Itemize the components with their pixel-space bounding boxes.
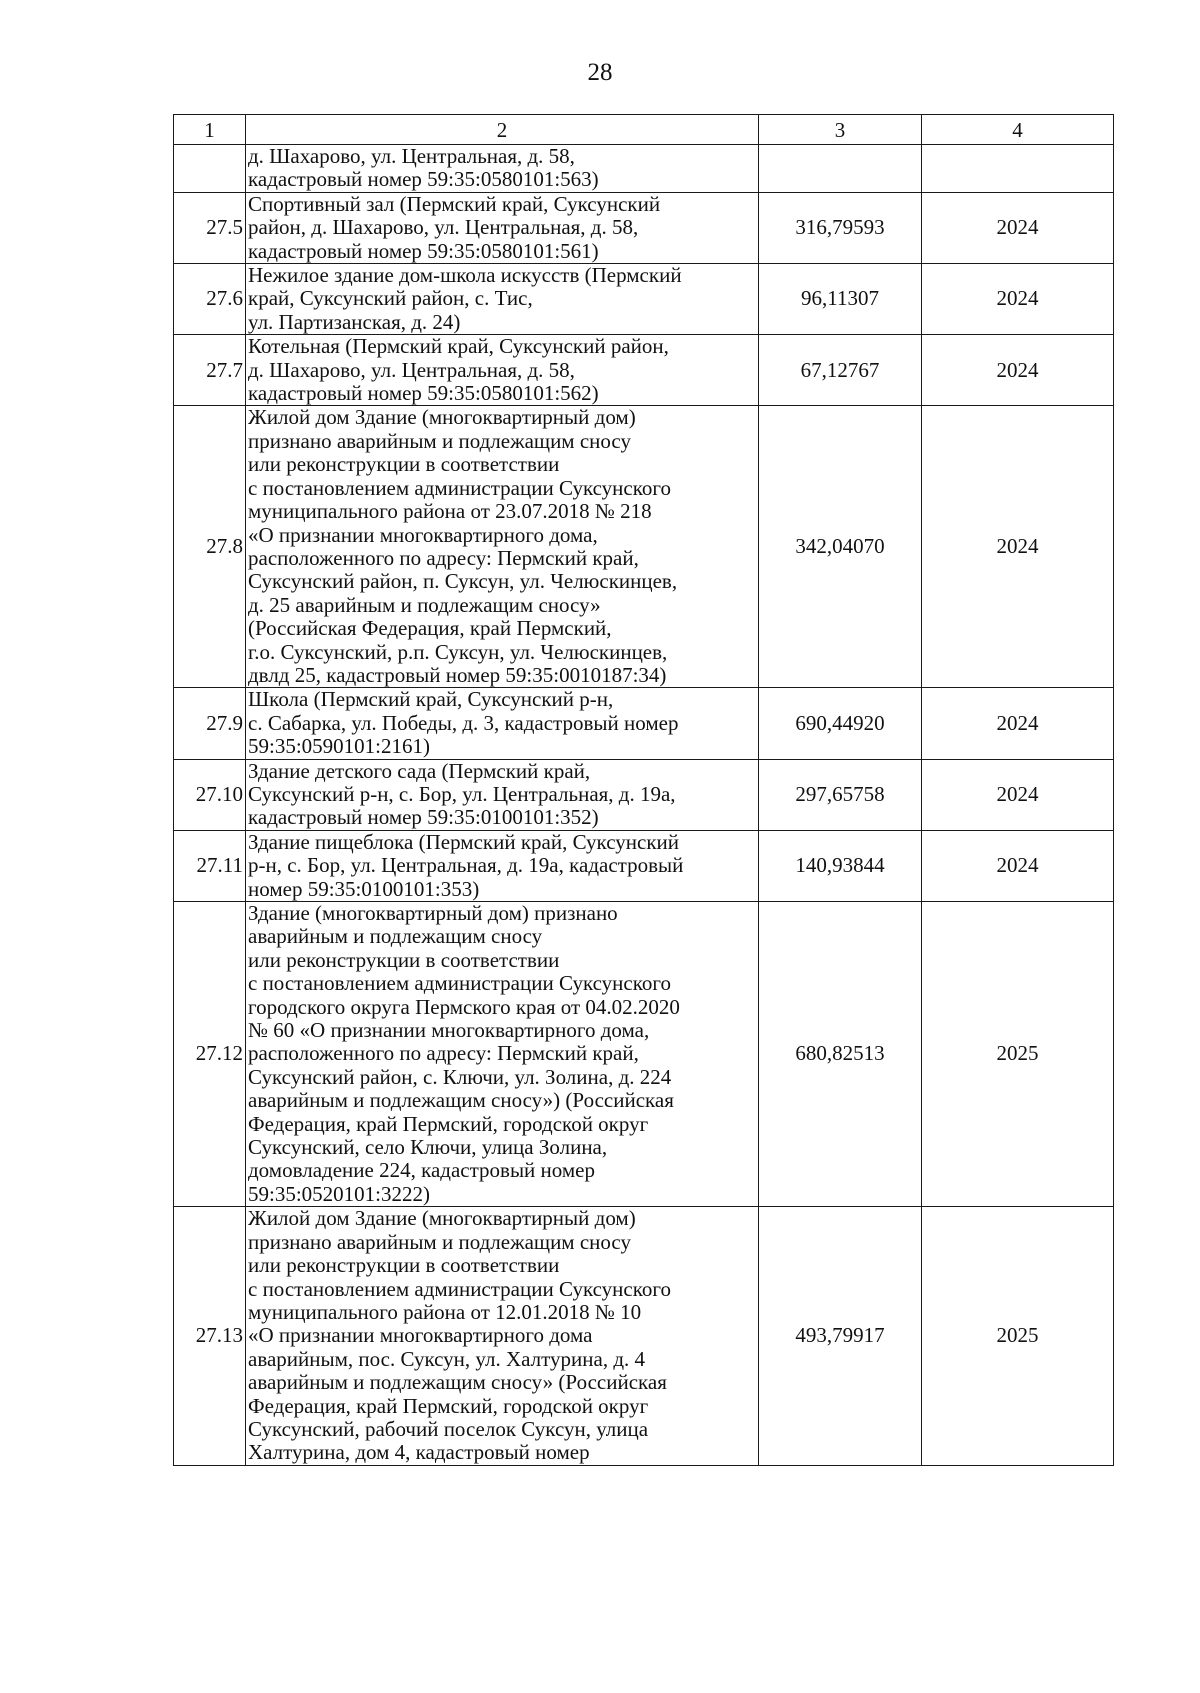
object-year: 2024 — [922, 759, 1114, 830]
table-row — [174, 335, 1114, 406]
object-year: 2024 — [922, 264, 1114, 335]
object-year: 2025 — [922, 902, 1114, 1207]
column-header-1: 1 — [174, 115, 246, 145]
row-number — [174, 145, 246, 193]
object-year: 2025 — [922, 1207, 1114, 1465]
row-number: 27.13 — [174, 1207, 246, 1465]
object-description: Здание детского сада (Пермский край, Суксунский р-н, с. Бор, ул. Центральная, д. 19а, кадастровый номер 59:35:0100101:352) — [246, 759, 759, 830]
object-value: 96,11307 — [759, 264, 922, 335]
object-description: Здание пищеблока (Пермский край, Суксунский р-н, с. Бор, ул. Центральная, д. 19а, кадастровый номер 59:35:0100101:353) — [246, 830, 759, 901]
object-value: 342,04070 — [759, 406, 922, 688]
table-row — [174, 145, 1114, 193]
object-value: 67,12767 — [759, 335, 922, 406]
object-description: Жилой дом Здание (многоквартирный дом) признано аварийным и подлежащим сносу или реконструкции в соответствии с постановлением администрации Суксунского муниципального района от 23.07.2018 № 218 «О признании многоквартирного дома, расположенного по адресу: Пермский край, Суксунский район, п. Суксун, ул. Челюскинцев, д. 25 аварийным и подлежащим сносу» (Российская Федерация, край Пермский, г.о. Суксунский, р.п. Суксун, ул. Челюскинцев, двлд 25, кадастровый номер 59:35:0010187:34) — [246, 406, 759, 688]
object-description: Школа (Пермский край, Суксунский р-н, с. Сабарка, ул. Победы, д. 3, кадастровый номер 59:35:0590101:2161) — [246, 688, 759, 759]
object-year: 2024 — [922, 335, 1114, 406]
table-row — [174, 264, 1114, 335]
object-description: Жилой дом Здание (многоквартирный дом) признано аварийным и подлежащим сносу или реконструкции в соответствии с постановлением администрации Суксунского муниципального района от 12.01.2018 № 10 «О признании многоквартирного дома аварийным, пос. Суксун, ул. Халтурина, д. 4 аварийным и подлежащим сносу» (Российская Федерация, край Пермский, городской округ Суксунский, рабочий поселок Суксун, улица Халтурина, дом 4, кадастровый номер — [246, 1207, 759, 1465]
object-description: Здание (многоквартирный дом) признано аварийным и подлежащим сносу или реконструкции в соответствии с постановлением администрации Суксунского городского округа Пермского края от 04.02.2020 № 60 «О признании многоквартирного дома, расположенного по адресу: Пермский край, Суксунский район, с. Ключи, ул. Золина, д. 224 аварийным и подлежащим сносу») (Российская Федерация, край Пермский, городской округ Суксунский, село Ключи, улица Золина, домовладение 224, кадастровый номер 59:35:0520101:3222) — [246, 902, 759, 1207]
page-number: 28 — [587, 59, 613, 86]
row-number: 27.10 — [174, 759, 246, 830]
object-description: д. Шахарово, ул. Центральная, д. 58, кадастровый номер 59:35:0580101:563) — [246, 145, 759, 193]
objects-table — [173, 114, 1114, 1466]
row-number: 27.9 — [174, 688, 246, 759]
row-number: 27.7 — [174, 335, 246, 406]
object-year: 2024 — [922, 830, 1114, 901]
object-year: 2024 — [922, 688, 1114, 759]
table-row — [174, 406, 1114, 688]
object-description: Котельная (Пермский край, Суксунский район, д. Шахарово, ул. Центральная, д. 58, кадастровый номер 59:35:0580101:562) — [246, 335, 759, 406]
object-value: 690,44920 — [759, 688, 922, 759]
object-year: 2024 — [922, 192, 1114, 263]
object-value: 316,79593 — [759, 192, 922, 263]
table-row — [174, 830, 1114, 901]
column-header-3: 3 — [759, 115, 922, 145]
column-header-4: 4 — [922, 115, 1114, 145]
row-number: 27.5 — [174, 192, 246, 263]
row-number: 27.6 — [174, 264, 246, 335]
object-year: 2024 — [922, 406, 1114, 688]
table-header-row — [174, 115, 1114, 145]
object-value: 140,93844 — [759, 830, 922, 901]
object-description: Спортивный зал (Пермский край, Суксунский район, д. Шахарово, ул. Центральная, д. 58, кадастровый номер 59:35:0580101:561) — [246, 192, 759, 263]
row-number: 27.11 — [174, 830, 246, 901]
object-value: 680,82513 — [759, 902, 922, 1207]
row-number: 27.8 — [174, 406, 246, 688]
object-value: 493,79917 — [759, 1207, 922, 1465]
table-row — [174, 902, 1114, 1207]
object-value: 297,65758 — [759, 759, 922, 830]
table-row — [174, 192, 1114, 263]
object-year — [922, 145, 1114, 193]
object-value — [759, 145, 922, 193]
table-row — [174, 1207, 1114, 1465]
table-row — [174, 759, 1114, 830]
column-header-2: 2 — [246, 115, 759, 145]
object-description: Нежилое здание дом-школа искусств (Пермский край, Суксунский район, с. Тис, ул. Партизанская, д. 24) — [246, 264, 759, 335]
row-number: 27.12 — [174, 902, 246, 1207]
table-row — [174, 688, 1114, 759]
